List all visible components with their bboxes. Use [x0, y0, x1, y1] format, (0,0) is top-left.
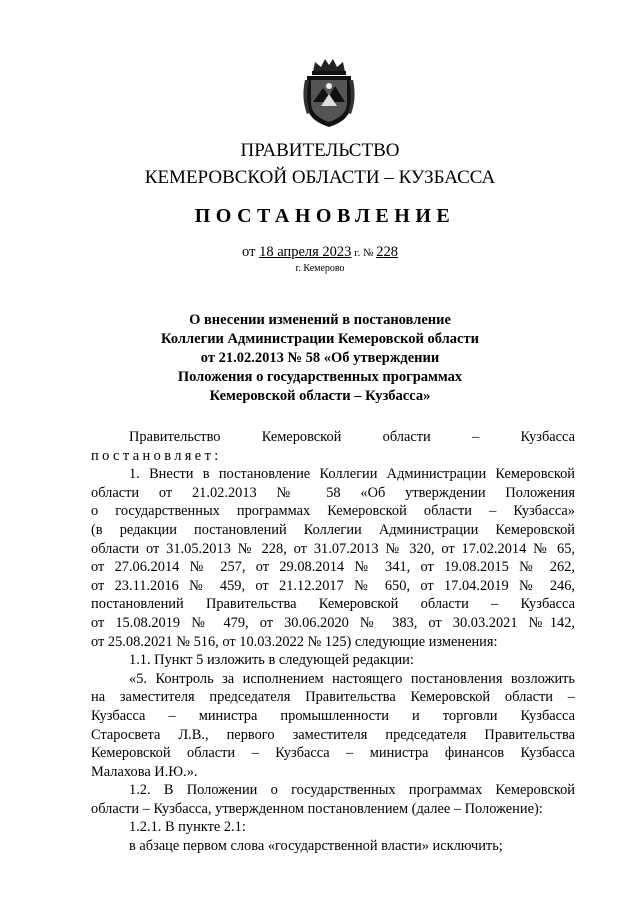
body-line: Малахова И.Ю.».: [91, 763, 198, 780]
body-line: на заместителя председателя Правительства Кемеровской области –: [91, 689, 575, 706]
body-line: постановляет:: [91, 447, 222, 464]
body-line: от 27.06.2014 № 257, от 29.08.2014 № 341, от 19.08.2015 № 262,: [91, 559, 575, 576]
body-line: постановлений Правительства Кемеровской области – Кузбасса: [91, 596, 575, 613]
title-line: О внесении изменений в постановление: [189, 312, 451, 328]
body-line: о государственных программах Кемеровской области – Кузбасса»: [91, 503, 575, 520]
document-city: г. Кемерово: [295, 263, 345, 274]
organization-name-line1: ПРАВИТЕЛЬСТВО: [240, 140, 400, 161]
coat-of-arms-emblem: [301, 58, 357, 128]
year-suffix: г.: [351, 247, 363, 259]
title-line: Кемеровской области – Кузбасса»: [209, 388, 431, 404]
title-line: от 21.02.2013 № 58 «Об утверждении: [200, 350, 440, 366]
body-line: 1.2.1. В пункте 2.1:: [129, 819, 246, 836]
document-date: 18 апреля 2023: [259, 244, 352, 260]
title-line: Положения о государственных программах: [177, 369, 463, 385]
document-body: [91, 428, 575, 856]
document-type-heading: ПОСТАНОВЛЕНИЕ: [194, 205, 456, 227]
body-line: 1.2. В Положении о государственных программах Кемеровской: [129, 782, 575, 799]
body-line: Старосвета Л.В., первого заместителя председателя Правительства: [91, 726, 575, 743]
document-number: 228: [376, 244, 398, 260]
body-line: области от 21.02.2013 № 58 «Об утверждении Положения: [91, 484, 575, 501]
body-line: от 15.08.2019 № 479, от 30.06.2020 № 383, от 30.03.2021 №142,: [91, 614, 575, 631]
body-line: «5. Контроль за исполнением настоящего постановления возложить: [129, 670, 575, 687]
body-line: области от 31.05.2013 № 228, от 31.07.2013 № 320, от 17.02.2014 № 65,: [91, 540, 575, 557]
body-line: 1.1. Пункт 5 изложить в следующей редакции:: [129, 652, 414, 669]
document-date-line: [0, 244, 640, 261]
body-line: от 23.11.2016 № 459, от 21.12.2017 № 650, от 17.04.2019 № 246,: [91, 577, 575, 594]
title-line: Коллегии Администрации Кемеровской области: [161, 331, 479, 347]
body-line: Правительство Кемеровской области – Кузбасса: [129, 429, 575, 445]
body-line: (в редакции постановлений Коллегии Администрации Кемеровской: [91, 521, 575, 538]
body-line: в абзаце первом слова «государственной власти» исключить;: [129, 838, 503, 855]
body-line: Кемеровской области – Кузбасса – министра финансов Кузбасса: [91, 745, 575, 762]
date-prefix: от: [242, 244, 260, 260]
organization-name-line2: КЕМЕРОВСКОЙ ОБЛАСТИ – КУЗБАССА: [144, 167, 496, 188]
number-sign: №: [362, 247, 377, 259]
body-line: Кузбасса – министра промышленности и торговли Кузбасса: [91, 707, 575, 724]
document-title: [100, 311, 540, 406]
body-line: 1. Внести в постановление Коллегии Администрации Кемеровской: [129, 466, 575, 483]
body-line: от 25.08.2021 № 516, от 10.03.2022 № 125) следующие изменения:: [91, 633, 498, 650]
body-line: области – Кузбасса, утвержденном постановлением (далее – Положение):: [91, 800, 543, 817]
